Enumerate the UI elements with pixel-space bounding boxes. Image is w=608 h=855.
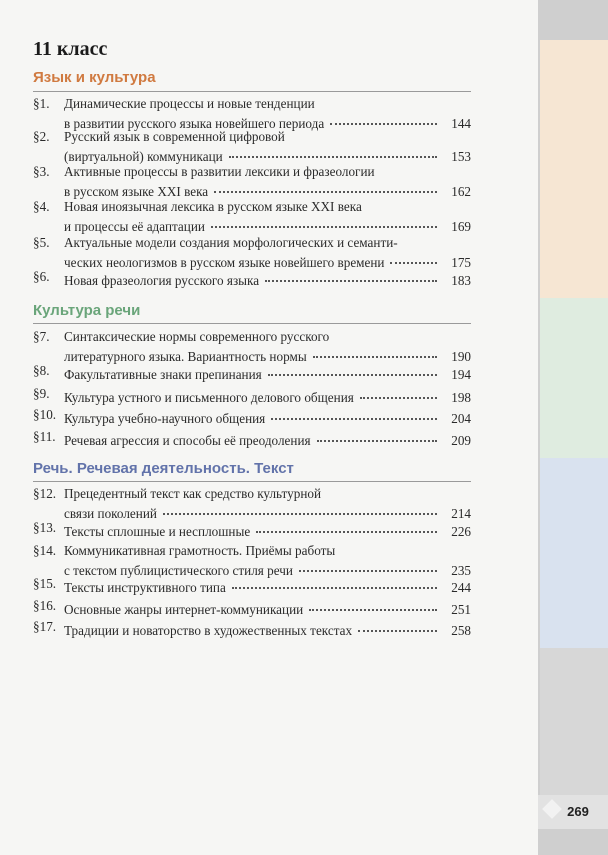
entry-text: Актуальные модели создания морфологических и семанти- [64, 235, 398, 250]
dot-leader [390, 248, 437, 264]
entry-number: §5. [33, 235, 50, 250]
entry-text: и процессы её адаптации [64, 219, 205, 234]
entry-number: §14. [33, 543, 57, 558]
section-title: Культура речи [33, 302, 141, 319]
entry-page: 198 [451, 390, 471, 405]
dot-leader [256, 517, 437, 533]
entry-page: 251 [451, 602, 471, 617]
entry-number: §4. [33, 199, 50, 214]
entry-text: Традиции и новаторство в художественных текстах [64, 623, 353, 638]
section-rule [33, 481, 471, 482]
entry-text: ческих неологизмов в русском языке новейшего времени [64, 255, 385, 270]
entry-number: §10. [33, 407, 57, 422]
entry-page: 204 [451, 411, 471, 426]
entry-text: Синтаксические нормы современного русского [64, 329, 330, 344]
entry-page: 258 [451, 623, 471, 638]
side-band-speech-text [540, 458, 608, 648]
dot-leader [232, 573, 437, 589]
entry-text: Новая фразеология русского языка [64, 273, 260, 288]
entry-number: §7. [33, 329, 50, 344]
side-band-language-culture [540, 40, 608, 298]
entry-page: 235 [451, 563, 471, 578]
entry-page: 194 [451, 367, 471, 382]
entry-page: 144 [451, 116, 471, 131]
dot-leader [214, 177, 437, 193]
entry-text: Активные процессы в развитии лексики и фразеологии [64, 164, 375, 179]
entry-number: §9. [33, 386, 50, 401]
dot-leader [330, 109, 437, 125]
entry-text: Тексты сплошные и несплошные [64, 524, 251, 539]
section-rule [33, 91, 471, 92]
page-number: 269 [567, 804, 589, 819]
entry-number: §8. [33, 363, 50, 378]
entry-text: Динамические процессы и новые тенденции [64, 96, 315, 111]
dot-leader [268, 360, 437, 376]
entry-text: Речевая агрессия и способы её преодоления [64, 433, 311, 448]
entry-page: 226 [451, 524, 471, 539]
entry-text: Основные жанры интернет-коммуникации [64, 602, 304, 617]
entry-text: литературного языка. Вариантность нормы [64, 349, 307, 364]
entry-page: 244 [451, 580, 471, 595]
entry-text: Русский язык в современной цифровой [64, 129, 285, 144]
dot-leader [309, 595, 437, 611]
dot-leader [358, 616, 437, 632]
dot-leader [299, 556, 437, 572]
section-title: Язык и культура [33, 69, 156, 86]
entry-text: в развитии русского языка новейшего периода [64, 116, 325, 131]
entry-number: §17. [33, 619, 57, 634]
entry-text: Прецедентный текст как средство культурной [64, 486, 322, 501]
dot-leader [211, 212, 437, 228]
dot-leader [360, 383, 437, 399]
dot-leader [265, 266, 437, 282]
grade-title: 11 класс [33, 38, 108, 60]
entry-text: в русском языке XXI века [64, 184, 209, 199]
side-band-gray [540, 648, 608, 795]
entry-page: 190 [451, 349, 471, 364]
entry-number: §12. [33, 486, 57, 501]
dot-leader [271, 404, 437, 420]
section-rule [33, 323, 471, 324]
entry-number: §16. [33, 598, 57, 613]
entry-text: Тексты инструктивного типа [64, 580, 226, 595]
entry-page: 209 [451, 433, 471, 448]
entry-number: §6. [33, 269, 50, 284]
dot-leader [313, 342, 437, 358]
entry-text: с текстом публицистического стиля речи [64, 563, 293, 578]
entry-text: связи поколений [64, 506, 157, 521]
entry-page: 175 [451, 255, 471, 270]
dot-leader [163, 499, 437, 515]
dot-leader [317, 426, 437, 442]
entry-text: Коммуникативная грамотность. Приёмы работы [64, 543, 336, 558]
entry-text: Культура учебно-научного общения [64, 411, 266, 426]
entry-page: 183 [451, 273, 471, 288]
entry-text: Культура устного и письменного делового общения [64, 390, 354, 405]
entry-page: 169 [451, 219, 471, 234]
entry-text: Факультативные знаки препинания [64, 367, 262, 382]
entry-number: §15. [33, 576, 57, 591]
dot-leader [229, 142, 437, 158]
side-band-speech-culture [540, 298, 608, 458]
section-title: Речь. Речевая деятельность. Текст [33, 460, 294, 477]
entry-number: §1. [33, 96, 50, 111]
entry-number: §2. [33, 129, 50, 144]
entry-page: 214 [451, 506, 471, 521]
entry-number: §13. [33, 520, 57, 535]
entry-number: §11. [33, 429, 56, 444]
entry-page: 153 [451, 149, 471, 164]
entry-text: (виртуальной) коммуникаци [64, 149, 223, 164]
entry-number: §3. [33, 164, 50, 179]
entry-page: 162 [451, 184, 471, 199]
entry-text: Новая иноязычная лексика в русском языке XXI века [64, 199, 362, 214]
